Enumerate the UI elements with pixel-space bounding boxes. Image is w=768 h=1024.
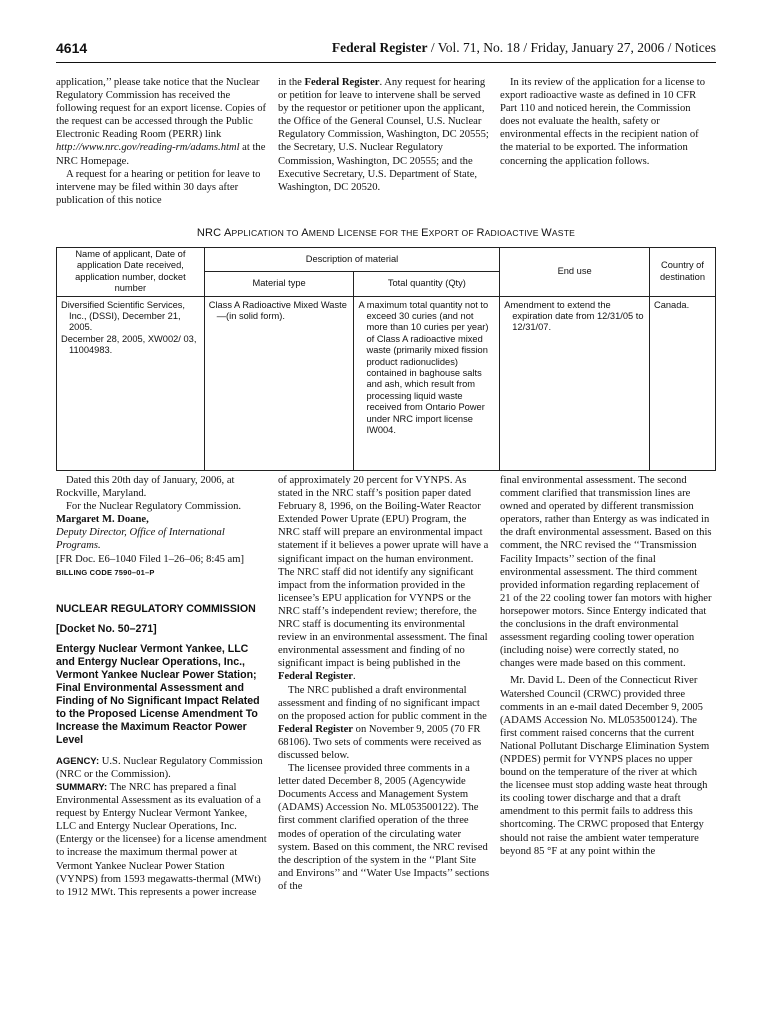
text: .	[353, 671, 356, 683]
text: in the	[278, 77, 305, 88]
summary-label: SUMMARY:	[56, 781, 108, 793]
paragraph: Mr. David L. Deen of the Connecticut River Watershed Council (CRWC) provided three comments in an e-mail dated December 9, 2005 (ADAMS Accession No. ML053500124). The first comment raised concerns that the current National Pollutant Discharge Elimination System (NPDES) permit for VYNPS places no upper bound on the temperature of the river at which the licensee must stop adding waste heat through its cooling tower discharge and that a draft amendment to this permit fails to address this shortcoming. The CRWC proposed that Entergy should not raise the ambient water temperature beyond 85 °F at any point within the	[500, 675, 710, 857]
federal-register-ref: Federal Register	[278, 723, 354, 735]
text: on November 9, 2005 (70 FR 68106). Two sets of comments were received as discussed below.	[278, 723, 482, 761]
header-description: Description of material	[204, 248, 500, 272]
docket-number: [Docket No. 50–271]	[56, 622, 157, 635]
federal-register-ref: Federal Register	[304, 77, 380, 88]
top-column-1	[56, 76, 268, 207]
page-number: 4614	[56, 40, 88, 56]
table-row	[57, 296, 716, 470]
lower-column-2	[278, 474, 490, 893]
billing-code: BILLING CODE 7590–01–P	[56, 567, 155, 577]
running-head	[332, 40, 716, 56]
table-title: NRC APPLICATION TO AMEND LICENSE FOR THE EXPORT OF RADIOACTIVE WASTE	[196, 227, 576, 239]
federal-register-ref: Federal Register	[278, 671, 354, 683]
top-column-2	[278, 76, 490, 194]
cell-total-quantity: A maximum total quantity not to exceed 30 curies (and not more than 10 curies per year) of Class A radioactive mixed waste (primarily mixed fission product radionuclides) contained in baghouse salts and ash, which result from processing liquid waste received from Ontario Power under NRC import license IW004.	[354, 296, 500, 470]
dated-line: Dated this 20th day of January, 2006, at Rockville, Maryland.	[56, 475, 235, 500]
text: . Any request for hearing or petition for leave to intervene shall be served by the requestor or petitioner upon the applicant, the Office of the General Counsel, U.S. Nuclear Regulatory Commission, Washington, DC 20555; the Secretary, U.S. Nuclear Regulatory Commission, Washington, DC 20555; and the Executive Secretary, U.S. Department of State, Washington, DC 20520.	[278, 77, 489, 193]
paragraph: The licensee provided three comments in a letter dated December 8, 2005 (Agencywide Documents Access and Management System (ADAMS) Accession No. ML053500122). The first comment clarified operation of the three modes of operation of the circulating water system. Based on this comment, the NRC revised the description of the system in the ‘‘Plant Site and Environs’’ and ‘‘Water Use Impacts’’ sections of the	[278, 763, 490, 892]
text: of approximately 20 percent for VYNPS. As stated in the NRC staff’s position paper dated February 8, 1996, on the Boiling-Water Reactor Extended Power Uprate (EPU) Program, the NRC staff will prepare an environmental impact statement if it believes a power uprate will have a significant impact on the human environment. The NRC staff did not identify any significant impact from the information provided in the licensee’s EPU application for VYNPS or the NRC staff’s independent review; therefore, the NRC staff is documenting its environmental review in an environmental assessment. The final environmental assessment and finding of no significant impact is being published in the	[278, 475, 489, 670]
text: at the NRC Homepage.	[56, 142, 266, 167]
for-line: For the Nuclear Regulatory Commission.	[66, 501, 242, 513]
header-end-use: End use	[500, 248, 650, 297]
cell-applicant: Diversified Scientific Services, Inc., (DSSI), December 21, 2005. December 28, 2005, XW002/ 03, 11004983.	[57, 296, 205, 470]
agency-label: AGENCY:	[56, 755, 100, 767]
header-rule	[56, 62, 716, 63]
lower-column-1	[56, 474, 268, 899]
page-header	[56, 40, 716, 60]
header-total-quantity: Total quantity (Qty)	[354, 272, 500, 296]
header-applicant: Name of applicant, Date of application Date received, application number, docket number	[57, 248, 205, 297]
paragraph: A request for a hearing or petition for leave to intervene may be filed within 30 days after publication of this notice	[56, 168, 261, 206]
fr-doc-line: [FR Doc. E6–1040 Filed 1–26–06; 8:45 am]	[56, 553, 245, 565]
cell-country: Canada.	[650, 296, 716, 470]
signer-name: Margaret M. Doane,	[56, 514, 149, 526]
text: The NRC published a draft environmental assessment and finding of no significant impact on the proposed action for public comment in the	[278, 684, 487, 722]
lower-column-3	[500, 474, 712, 858]
paragraph: In its review of the application for a license to export radioactive waste as defined in 10 CFR Part 110 and noticed herein, the Commission does not evaluate the health, safety or environmental effects in the recipient nation of the material to be exported. The information concerning the application follows.	[500, 77, 706, 167]
agency-text: U.S. Nuclear Regulatory Commission (NRC or the Commission).	[56, 755, 263, 780]
perr-link[interactable]: http://www.nrc.gov/reading-rm/adams.html	[56, 142, 240, 154]
cell-end-use: Amendment to extend the expiration date from 12/31/05 to 12/31/07.	[500, 296, 650, 470]
journal-name: Federal Register	[331, 40, 428, 55]
header-country: Country of destination	[650, 248, 716, 297]
summary-text: The NRC has prepared a final Environmental Assessment as its evaluation of a request by Entergy Nuclear Vermont Yankee, LLC and Entergy Nuclear Operations, Inc. (Entergy or the licensee) for a license amendment to increase the maximum thermal power at Vermont Yankee Nuclear Power Station (VYNPS) from 1593 megawatts-thermal (MWt) to 1912 MWt. This represents a power increase	[56, 781, 267, 898]
cell-material-type: Class A Radioactive Mixed Waste—(in solid form).	[204, 296, 354, 470]
paragraph: final environmental assessment. The second comment clarified that transmission lines are owned and operated by different transmission operators, rather than Entergy as was indicated in the draft environmental assessment. Based on this comment, the NRC revised the ‘‘Transmission Facility Impacts’’ section of the final environmental assessment. The third comment provided information regarding replacement of 21 of the 22 cooling tower fan motors with higher horsepower motors. Since Entergy indicated that the conclusions in the draft environmental assessment regarding cooling tower operation (including noise) were correctly stated, no changes were made based on this comment.	[500, 475, 712, 670]
issue-info: / Vol. 71, No. 18 / Friday, January 27, 2006 / Notices	[427, 40, 716, 55]
signer-title: Deputy Director, Office of International Programs.	[56, 527, 225, 552]
top-column-3	[500, 76, 712, 168]
text: application,’’ please take notice that the Nuclear Regulatory Commission has received the following request for an export license. Copies of the request can be accessed through the Public Electronic Reading Room (PERR) link	[56, 77, 267, 141]
notice-title: Entergy Nuclear Vermont Yankee, LLC and Entergy Nuclear Operations, Inc., Vermont Yankee Nuclear Power Station; Final Environmental Assessment and Finding of No Significant Impact Related to the Proposed License Amendment To Increase the Maximum Reactor Power Level	[56, 642, 260, 746]
header-material-type: Material type	[204, 272, 354, 296]
export-license-table	[56, 247, 716, 471]
agency-heading: NUCLEAR REGULATORY COMMISSION	[56, 602, 256, 615]
